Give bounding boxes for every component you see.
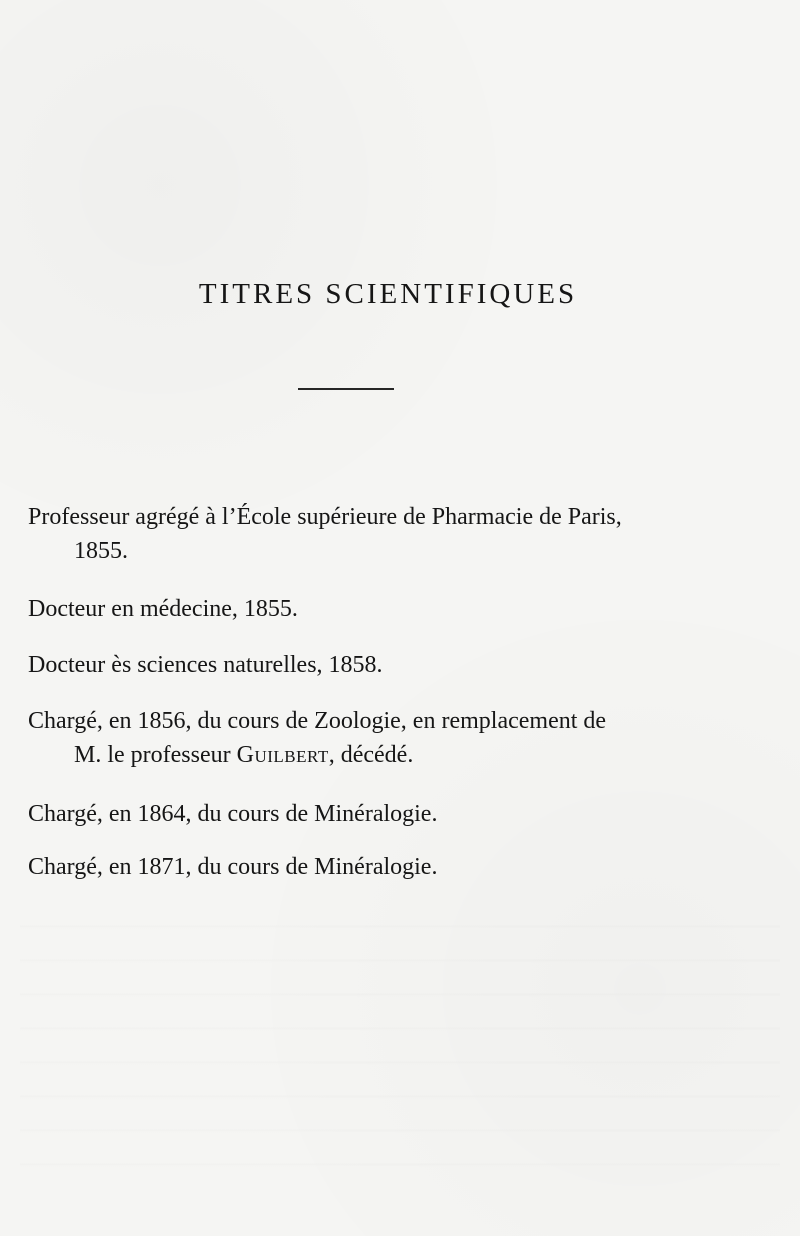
entry-4-line-2-suffix: , décédé. (328, 742, 414, 768)
entry-5-text: Chargé, en 1864, du cours de Minéralogie. (28, 801, 438, 827)
title-entry-1 (28, 500, 703, 568)
entry-4-line-2-prefix: M. le professeur (74, 742, 237, 768)
entry-1-line-2: 1855. (74, 538, 128, 564)
professor-name: Guilbert (236, 742, 329, 768)
entry-4-line-2 (28, 738, 703, 772)
entry-3-text: Docteur ès sciences naturelles, 1858. (28, 652, 383, 678)
show-through-text (20, 895, 780, 1185)
title-entry-5 (28, 797, 703, 831)
entry-4-line-1: Chargé, en 1856, du cours de Zoologie, en remplacement de (28, 708, 607, 734)
title-divider (298, 388, 394, 390)
title-entry-4 (28, 704, 703, 772)
title-entry-2 (28, 592, 703, 626)
entry-6-text: Chargé, en 1871, du cours de Minéralogie. (28, 854, 438, 880)
entry-1-line-1: Professeur agrégé à l’École supérieure de Pharmacie de Paris, (28, 504, 622, 530)
title-entry-6 (28, 850, 703, 884)
title-entry-3 (28, 648, 703, 682)
page-title: TITRES SCIENTIFIQUES (198, 278, 578, 310)
entry-2-text: Docteur en médecine, 1855. (28, 596, 298, 622)
